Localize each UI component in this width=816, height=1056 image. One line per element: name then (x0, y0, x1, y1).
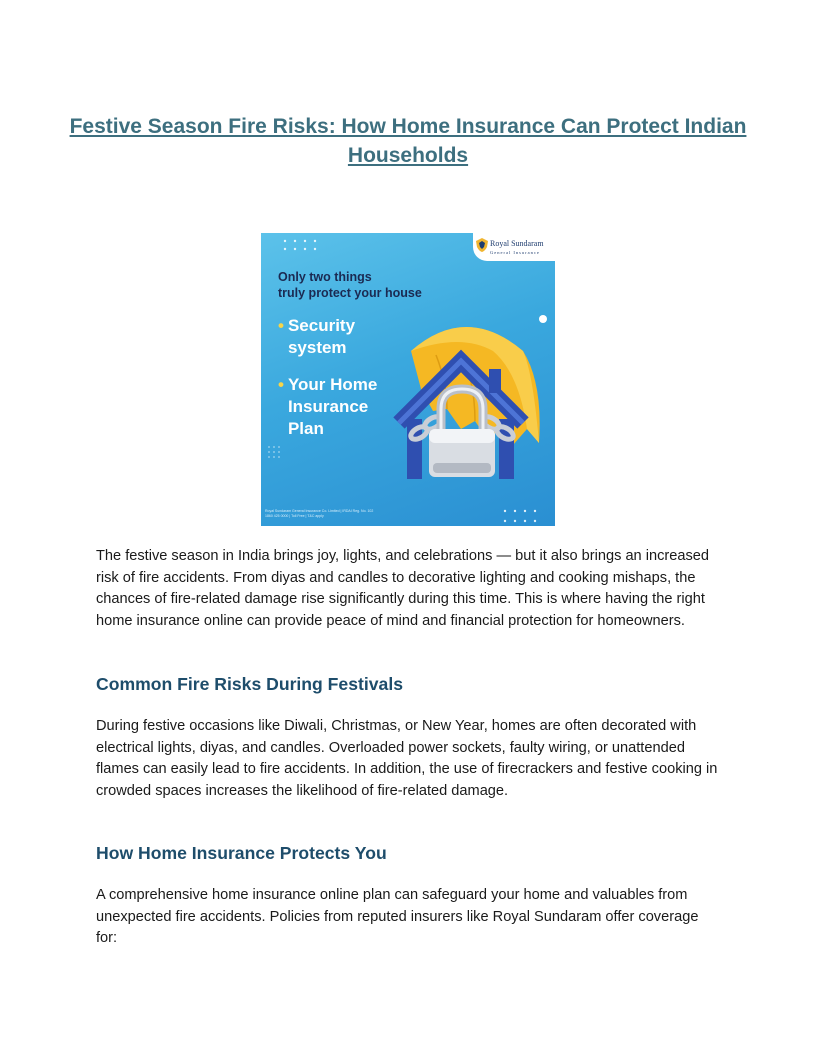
banner-item-insurance (278, 374, 408, 440)
banner-item-label: Security system (287, 316, 356, 357)
document-title: Festive Season Fire Risks: How Home Insurance Can Protect Indian Households (69, 115, 747, 167)
brand-logo (473, 233, 555, 261)
accent-circle (539, 315, 547, 323)
section-body-protection: A comprehensive home insurance online plan can safeguard your home and valuables from unexpected fire accidents. Policies from reputed insurers like Royal Sundaram offer coverage for: (96, 887, 699, 946)
bullet-dot-icon: • (278, 375, 284, 394)
brand-subtitle: General Insurance (490, 250, 540, 255)
section-body-fire-risks: During festive occasions like Diwali, Christmas, or New Year, homes are often decorated with electrical lights, diyas, and candles. Overloaded power sockets, faulty wiring, or unattended flames can easily lead to fire accidents. In addition, the use of firecrackers and festive cooking in crowded spaces increases the likelihood of fire-related damage. (96, 718, 718, 799)
fine-print-text: Royal Sundaram General Insurance Co. Limited | IRDAI Reg. No. 102 1860 425 0000 | Toll Free | T&C apply (265, 509, 374, 518)
section-heading-fire-risks: Common Fire Risks During Festivals (96, 674, 403, 694)
banner-item-label: Your Home Insurance Plan (287, 375, 378, 438)
section-heading-protection: How Home Insurance Protects You (96, 843, 387, 863)
banner-fine-print (265, 509, 425, 519)
dot-grid-decoration (284, 240, 316, 250)
shield-logo-icon (476, 238, 488, 252)
brand-name: Royal Sundaram (490, 239, 544, 248)
promo-banner-image (261, 233, 555, 526)
bullet-dot-icon: • (278, 316, 284, 335)
intro-paragraph: The festive season in India brings joy, lights, and celebrations — but it also brings an increased risk of fire accidents. From diyas and candles to decorative lighting and cooking mishaps, the chances of fire-related damage rise significantly during this time. This is where having the right home insurance online can provide peace of mind and financial protection for homeowners. (96, 548, 710, 629)
banner-tagline: Only two things truly protect your house (278, 270, 422, 300)
banner-item-security (278, 315, 408, 359)
